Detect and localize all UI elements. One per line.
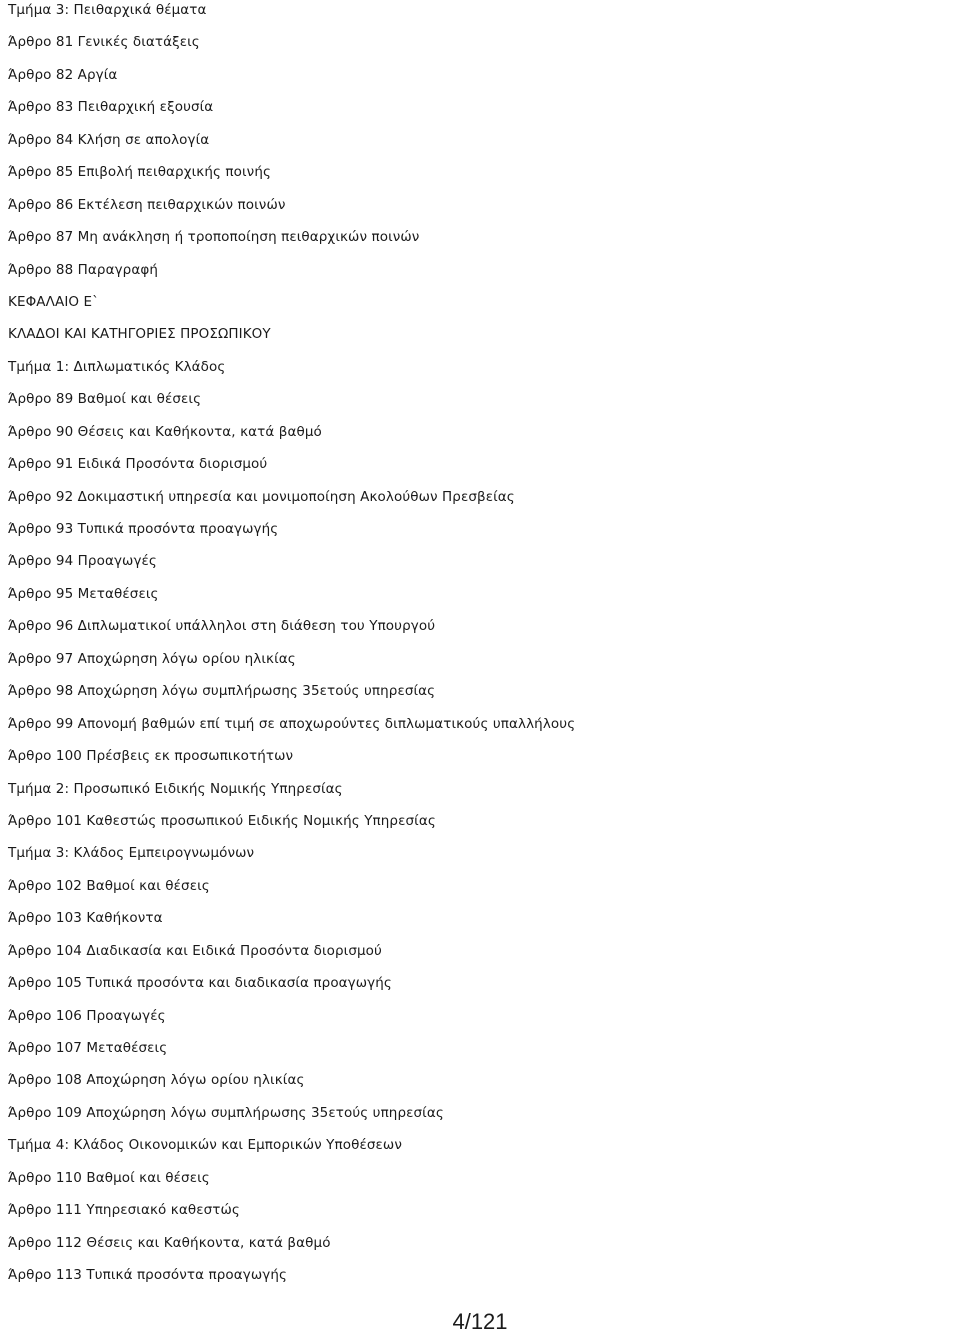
toc-entry: Άρθρο 98 Αποχώρηση λόγω συμπλήρωσης 35ετούς υπηρεσίας bbox=[8, 683, 436, 700]
toc-entry: Άρθρο 103 Καθήκοντα bbox=[8, 910, 163, 927]
toc-entry: Άρθρο 86 Εκτέλεση πειθαρχικών ποινών bbox=[8, 196, 286, 213]
toc-entry: Άρθρο 101 Καθεστώς προσωπικού Ειδικής Νομικής Υπηρεσίας bbox=[8, 812, 436, 829]
toc-entry: Άρθρο 99 Απονομή βαθμών επί τιμή σε αποχωρούντες διπλωματικούς υπαλλήλους bbox=[8, 715, 576, 732]
toc-entry: Άρθρο 111 Υπηρεσιακό καθεστώς bbox=[8, 1202, 240, 1219]
toc-entry: Τμήμα 3: Πειθαρχικά θέματα bbox=[8, 2, 207, 18]
table-of-contents bbox=[8, 0, 948, 1298]
toc-entry: Τμήμα 3: Κλάδος Εμπειρογνωμόνων bbox=[8, 845, 255, 862]
toc-entry: Άρθρο 88 Παραγραφή bbox=[8, 261, 159, 278]
toc-entry: Άρθρο 87 Μη ανάκληση ή τροποποίηση πειθαρχικών ποινών bbox=[8, 229, 420, 246]
toc-entry: ΚΕΦΑΛΑΙΟ Ε` bbox=[8, 293, 99, 310]
toc-entry: Άρθρο 109 Αποχώρηση λόγω συμπλήρωσης 35ετούς υπηρεσίας bbox=[8, 1104, 444, 1121]
toc-entry: Άρθρο 97 Αποχώρηση λόγω ορίου ηλικίας bbox=[8, 650, 296, 667]
toc-entry: Άρθρο 83 Πειθαρχική εξουσία bbox=[8, 99, 214, 116]
toc-entry: Άρθρο 81 Γενικές διατάξεις bbox=[8, 34, 200, 51]
toc-entry: Άρθρο 89 Βαθμοί και θέσεις bbox=[8, 391, 202, 408]
toc-entry: Άρθρο 85 Επιβολή πειθαρχικής ποινής bbox=[8, 164, 271, 181]
toc-entry: Άρθρο 106 Προαγωγές bbox=[8, 1007, 166, 1024]
toc-entry: Άρθρο 95 Μεταθέσεις bbox=[8, 585, 159, 602]
toc-entry: ΚΛΑΔΟΙ ΚΑΙ ΚΑΤΗΓΟΡΙΕΣ ΠΡΟΣΩΠΙΚΟΥ bbox=[8, 326, 271, 343]
toc-entry: Άρθρο 110 Βαθμοί και θέσεις bbox=[8, 1169, 210, 1186]
page-number: 4/121 bbox=[452, 1309, 508, 1334]
toc-entry: Άρθρο 94 Προαγωγές bbox=[8, 553, 157, 570]
toc-entry: Άρθρο 108 Αποχώρηση λόγω ορίου ηλικίας bbox=[8, 1072, 305, 1089]
toc-entry: Άρθρο 82 Αργία bbox=[8, 66, 118, 83]
toc-entry: Άρθρο 93 Τυπικά προσόντα προαγωγής bbox=[8, 521, 279, 537]
toc-entry: Άρθρο 92 Δοκιμαστική υπηρεσία και μονιμοποίηση Ακολούθων Πρεσβείας bbox=[8, 488, 515, 505]
toc-entry: Τμήμα 4: Κλάδος Οικονομικών και Εμπορικών Υποθέσεων bbox=[8, 1137, 402, 1154]
toc-entry: Άρθρο 113 Τυπικά προσόντα προαγωγής bbox=[8, 1267, 288, 1284]
toc-entry: Τμήμα 1: Διπλωματικός Κλάδος bbox=[8, 358, 226, 375]
toc-entry: Άρθρο 112 Θέσεις και Καθήκοντα, κατά βαθμό bbox=[8, 1234, 331, 1251]
toc-entry: Άρθρο 84 Κλήση σε απολογία bbox=[8, 131, 210, 148]
toc-entry: Άρθρο 105 Τυπικά προσόντα και διαδικασία προαγωγής bbox=[8, 975, 392, 992]
toc-entry: Άρθρο 96 Διπλωματικοί υπάλληλοι στη διάθεση του Υπουργού bbox=[8, 618, 436, 635]
toc-entry: Άρθρο 104 Διαδικασία και Ειδικά Προσόντα διορισμού bbox=[8, 942, 382, 959]
toc-entry: Άρθρο 100 Πρέσβεις εκ προσωπικοτήτων bbox=[8, 748, 294, 765]
toc-entry: Άρθρο 91 Ειδικά Προσόντα διορισμού bbox=[8, 456, 268, 473]
toc-entry: Άρθρο 107 Μεταθέσεις bbox=[8, 1040, 168, 1056]
toc-entry: Τμήμα 2: Προσωπικό Ειδικής Νομικής Υπηρεσίας bbox=[8, 780, 343, 797]
toc-entry: Άρθρο 102 Βαθμοί και θέσεις bbox=[8, 877, 210, 894]
toc-entry: Άρθρο 90 Θέσεις και Καθήκοντα, κατά βαθμό bbox=[8, 423, 322, 440]
